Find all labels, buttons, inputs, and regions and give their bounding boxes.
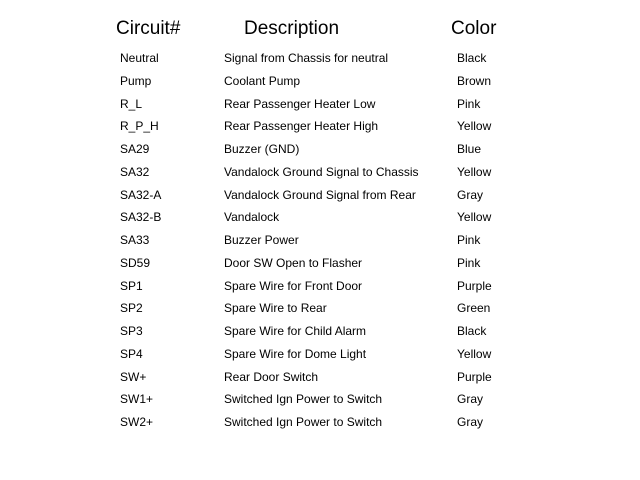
color-cell: Yellow: [457, 346, 492, 361]
table-row: [0, 162, 640, 182]
color-cell: Purple: [457, 278, 492, 293]
color-cell: Gray: [457, 415, 484, 429]
circuit-cell: SD59: [120, 255, 151, 270]
color-cell: Green: [457, 301, 491, 316]
circuit-cell: SA32-A: [120, 187, 162, 202]
circuit-cell: SA33: [120, 233, 150, 247]
color-cell: Gray: [457, 187, 484, 202]
table-row: [0, 94, 640, 114]
description-cell: Door SW Open to Flasher: [224, 255, 363, 270]
table-row: [0, 230, 640, 250]
table-row: [0, 412, 640, 432]
circuit-cell: SP2: [120, 301, 143, 316]
color-cell: Blue: [457, 142, 482, 156]
header-color: Color: [451, 18, 497, 39]
table-row: [0, 321, 640, 341]
description-cell: Vandalock Ground Signal to Chassis: [224, 164, 419, 179]
description-cell: Vandalock: [224, 210, 280, 225]
header-circuit: Circuit#: [116, 18, 181, 39]
description-cell: Buzzer (GND): [224, 142, 300, 156]
description-cell: Coolant Pump: [224, 73, 301, 88]
table-row: [0, 298, 640, 318]
table-row: [0, 207, 640, 227]
description-cell: Spare Wire for Dome Light: [224, 346, 367, 361]
table-row: [0, 389, 640, 409]
color-cell: Brown: [457, 73, 492, 88]
circuit-cell: SP3: [120, 324, 143, 338]
circuit-cell: SA32-B: [120, 210, 162, 225]
circuit-cell: SA32: [120, 164, 150, 179]
description-cell: Rear Passenger Heater Low: [224, 96, 376, 111]
description-cell: Spare Wire for Front Door: [224, 278, 363, 293]
color-cell: Pink: [457, 233, 481, 247]
color-cell: Gray: [457, 392, 484, 407]
table-row: [0, 367, 640, 387]
description-cell: Spare Wire for Child Alarm: [224, 324, 367, 338]
description-cell: Switched Ign Power to Switch: [224, 415, 383, 429]
color-cell: Black: [457, 51, 487, 65]
color-cell: Pink: [457, 96, 481, 111]
table-row: [0, 139, 640, 159]
color-cell: Yellow: [457, 119, 492, 134]
color-cell: Pink: [457, 255, 481, 270]
color-cell: Black: [457, 324, 487, 338]
description-cell: Signal from Chassis for neutral: [224, 51, 389, 65]
color-cell: Yellow: [457, 210, 492, 225]
table-row: [0, 344, 640, 364]
table-row: [0, 116, 640, 136]
table-row: [0, 48, 640, 68]
description-cell: Vandalock Ground Signal from Rear: [224, 187, 416, 202]
circuit-cell: Pump: [120, 73, 152, 88]
description-cell: Rear Passenger Heater High: [224, 119, 379, 134]
table-row: [0, 276, 640, 296]
circuit-cell: R_P_H: [120, 119, 159, 134]
description-cell: Rear Door Switch: [224, 369, 319, 384]
color-cell: Purple: [457, 369, 492, 384]
description-cell: Buzzer Power: [224, 233, 299, 247]
description-cell: Spare Wire to Rear: [224, 301, 327, 316]
circuit-cell: Neutral: [120, 51, 159, 65]
circuit-cell: SP4: [120, 346, 143, 361]
circuit-cell: SA29: [120, 142, 150, 156]
circuit-cell: SW2+: [120, 415, 154, 429]
table-row: [0, 185, 640, 205]
circuit-cell: R_L: [120, 96, 143, 111]
circuit-cell: SW1+: [120, 392, 154, 407]
circuit-cell: SW+: [120, 369, 147, 384]
description-cell: Switched Ign Power to Switch: [224, 392, 383, 407]
table-row: [0, 253, 640, 273]
color-cell: Yellow: [457, 164, 492, 179]
circuit-cell: SP1: [120, 278, 143, 293]
header-description: Description: [244, 18, 340, 39]
table-row: [0, 71, 640, 91]
